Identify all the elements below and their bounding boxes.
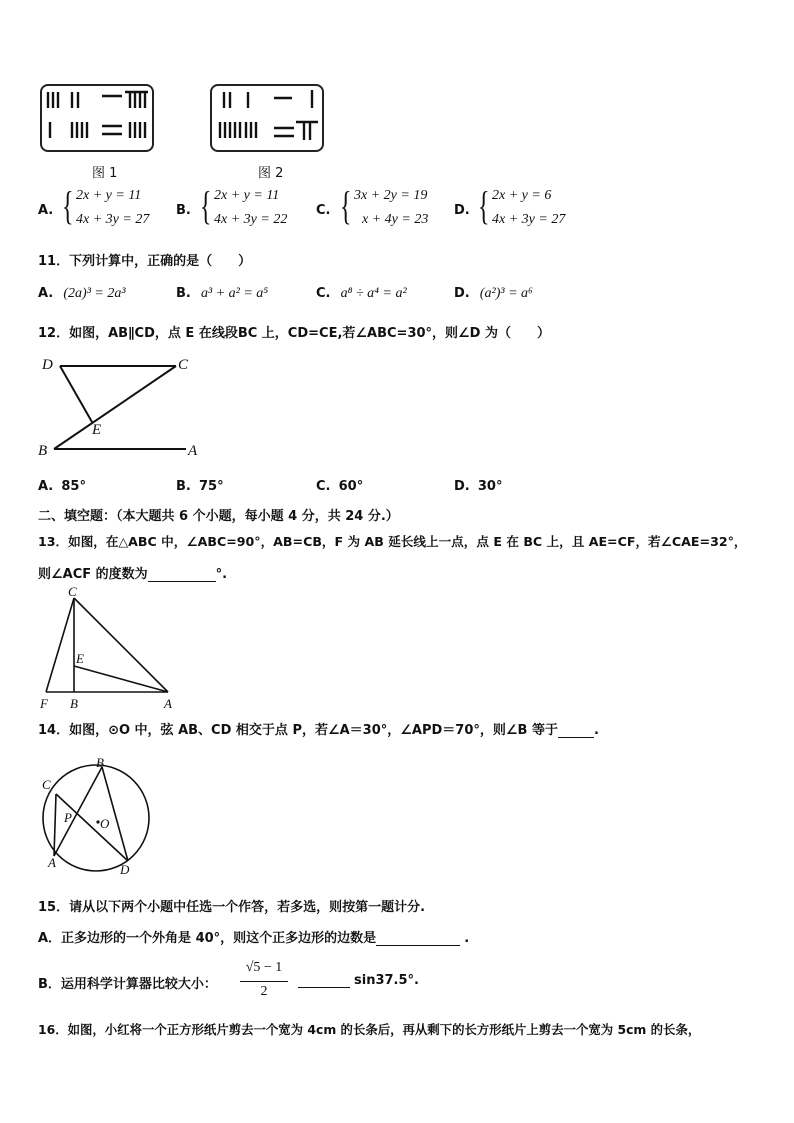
equation-system [200,183,320,234]
q14-answer-blank[interactable] [558,723,594,738]
q12-option-d-label: D. [454,479,470,494]
q14-label-o: O [100,816,110,831]
q13-label-e: E [76,651,84,666]
figure-1-rods [38,84,154,154]
q12-option-c-label: C. [316,479,331,494]
q11-option-a-label: A. [38,286,54,301]
segment-de [60,366,92,422]
q14-label-c: C [42,777,51,792]
q11-option-b-label: B. [176,286,191,301]
q13-label-a: A [164,696,172,711]
q10-option-b-label: B. [176,203,191,218]
q12-option-b[interactable] [176,479,224,494]
segment-ca [74,598,168,692]
q12-option-c-value: 60° [338,479,364,494]
q12-label-b: B [38,443,48,459]
q12-option-a[interactable] [38,479,86,494]
q12-option-b-value: 75° [199,479,224,494]
q11-option-b-expr: a³ + a² = a⁵ [201,286,269,301]
q15-part-b-text: B．运用科学计算器比较大小： [38,977,217,992]
q10-option-a[interactable] [38,183,178,234]
q11-option-d[interactable] [454,286,533,302]
q15-fraction [238,960,290,1004]
q14-label-p: P [64,810,72,825]
equation-system [340,183,460,234]
q12-option-b-label: B. [176,479,191,494]
equation-system [478,183,598,234]
brace-icon: { [200,183,212,228]
q11-option-c-label: C. [316,286,331,301]
q15-part-a [38,927,469,946]
segment-cb [54,366,176,449]
q14-stem-pre: 14．如图，⊙O 中，弦 AB、CD 相交于点 P，若∠A＝30°，∠APD＝70°，则∠B 等于 [38,723,558,738]
q10-option-c-label: C. [316,203,331,218]
q14-label-b: B [96,755,104,770]
q14-label-a: A [48,855,56,870]
equation-2: 4x + 3y = 27 [492,212,566,227]
q15-part-a-text: A．正多边形的一个外角是 40°，则这个正多边形的边数是 [38,931,377,946]
q16-stem: 16．如图，小红将一个正方形纸片剪去一个宽为 4cm 的长条后，再从剩下的长方形纸片上剪去一个宽为 5cm 的长条， [38,1022,701,1037]
q15-b-answer-blank[interactable] [298,973,350,988]
q12-option-c[interactable] [316,479,363,494]
q11-stem: 11．下列计算中，正确的是（ ） [38,254,252,269]
figure-1-caption: 图 1 [92,166,118,181]
q10-option-b[interactable] [176,183,316,234]
q12-option-a-label: A. [38,479,54,494]
q11-option-b[interactable] [176,286,268,302]
segment-bd [102,767,128,861]
chord-cd [56,794,128,861]
q11-option-c[interactable] [316,286,407,302]
q15-a-answer-blank[interactable] [376,931,460,946]
q15-stem: 15．请从以下两个小题中任选一个作答，若多选，则按第一题计分. [38,900,426,915]
q11-option-d-label: D. [454,286,470,301]
q13-label-f: F [40,696,48,711]
equation-1: 2x + y = 11 [214,188,280,203]
fraction-denominator: 2 [260,984,268,999]
brace-icon: { [62,183,74,228]
figure-2 [208,84,324,181]
q13-answer-blank[interactable] [148,567,216,582]
figure-2-caption: 图 2 [258,166,284,181]
q12-option-d[interactable] [454,479,502,494]
figure-2-rods [208,84,324,154]
q11-option-d-expr: (a²)³ = a⁶ [479,286,533,301]
equation-system [62,183,182,234]
section-heading: 二、填空题：（本大题共 6 个小题，每小题 4 分，共 24 分.） [38,509,399,524]
q15-part-a-post: . [464,931,470,946]
q15-part-b-post: sin37.5°. [354,973,419,988]
q11-option-a[interactable] [38,286,126,302]
segment-cf [46,598,74,692]
q10-option-a-label: A. [38,203,54,218]
q12-label-a: A [188,443,198,459]
segment-ca [54,794,56,856]
q13-label-b: B [70,696,78,711]
q12-label-e: E [92,422,102,438]
equation-2: 4x + 3y = 22 [214,212,288,227]
fraction-numerator: √5 − 1 [245,960,283,975]
brace-icon: { [340,183,352,228]
q13-figure [36,586,186,698]
equation-1: 3x + 2y = 19 [354,188,428,203]
q12-stem: 12．如图，AB∥CD，点 E 在线段BC 上，CD=CE,若∠ABC=30°，则∠D 为（ ） [38,326,551,341]
circle-o [43,765,149,871]
q10-option-c[interactable] [316,183,456,234]
q10-option-d-label: D. [454,203,470,218]
fraction-bar [240,981,288,982]
brace-icon: { [478,183,490,228]
q12-option-a-value: 85° [61,479,86,494]
q14-label-d: D [120,862,130,877]
q14-stem [38,719,599,738]
equation-1: 2x + y = 6 [492,188,552,203]
equation-2: x + 4y = 23 [362,212,429,227]
figure-1 [38,84,154,181]
q12-option-d-value: 30° [477,479,503,494]
q10-option-d[interactable] [454,183,594,234]
q13-line2-post: °. [215,567,228,582]
q13-label-c: C [68,584,77,599]
q12-label-c: C [178,357,189,373]
q14-stem-post: . [594,723,599,738]
q11-option-c-expr: a⁸ ÷ a⁴ = a² [340,286,407,301]
q12-label-d: D [42,357,53,373]
q11-option-a-expr: (2a)³ = 2a³ [63,286,126,301]
q13-line2 [38,563,227,582]
q13-line1: 13．如图，在△ABC 中，∠ABC=90°，AB=CB，F 为 AB 延长线上一点，点 E 在 BC 上，且 AE=CF，若∠CAE=32°， [38,534,747,549]
equation-1: 2x + y = 11 [76,188,142,203]
q13-line2-pre: 则∠ACF 的度数为 [38,567,148,582]
chord-ab [54,767,102,856]
equation-2: 4x + 3y = 27 [76,212,150,227]
